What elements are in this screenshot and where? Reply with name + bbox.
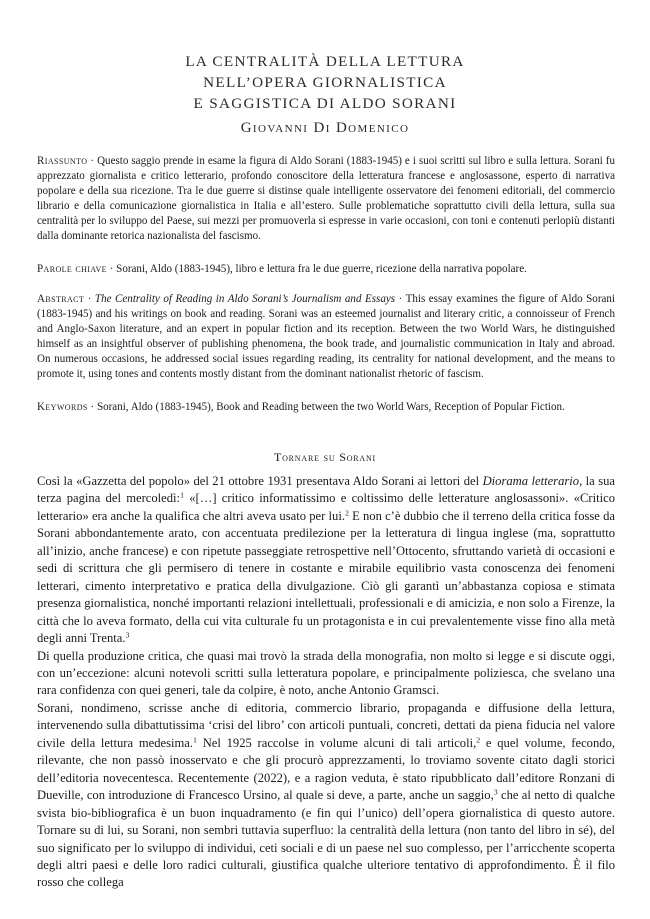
text-run: E non c’è dubbio che il terreno della critica fosse da Sorani abbondantemente arato, con accentuata predilezione per la letteratura di lingua inglese (ma, soprattutto all’inizio, anche francese) e con ripetute passeggiate retrospettive nell’Ottocento, sfruttando varietà di occasioni e sedi di scrittura che gli permisero di tenere in costante e mirabile equilibrio vasta conoscenza dei fenomeni letterari, cimento interpretativo e pratica della divulgazione. Ciò gli garantì un’abbastanza copiosa e stimata presenza giornalistica, nonché importanti relazioni intellettuali, professionali e di amicizia, e non solo a Firenze, la città che lo aveva formato, della cui vita culturale fu un protagonista e in cui prevalentemente visse fino alla metà degli anni Trenta. — [37, 508, 615, 646]
paragraph — [37, 700, 615, 892]
riassunto-block — [37, 154, 615, 245]
parole-chiave-text: Sorani, Aldo (1883-1945), libro e lettura fra le due guerre, ricezione della narrativa popolare. — [116, 263, 527, 275]
abstract-separator: · — [84, 293, 95, 305]
riassunto-separator: · — [87, 155, 98, 167]
title-line: LA CENTRALITÀ DELLA LETTURA — [185, 53, 465, 70]
article-title — [0, 51, 650, 114]
title-line: NELL’OPERA GIORNALISTICA — [203, 74, 447, 91]
abstract-text: · This essay examines the figure of Aldo Sorani (1883-1945) and his writings on book and reading. Sorani was an esteemed journalist and literary critic, a connoisseur of French and Anglo-Saxon literature, and an expert in popular fiction and its reception. Between the two World Wars, he distinguished himself as an insightful observer of publishing phenomena, the book trade, and journalistic communication in Italy and abroad. On numerous occasions, he addressed social issues regarding reading, its centrality for national development, and the means to promote it, using tones and contents mostly distant from the dominant nationalist rhetoric of fascism. — [37, 293, 615, 381]
abstract-title: The Centrality of Reading in Aldo Sorani’s Journalism and Essays — [94, 293, 396, 305]
footnote-ref: 1 — [180, 491, 184, 501]
riassunto-text: Questo saggio prende in esame la figura di Aldo Sorani (1883-1945) e i suoi scritti sul libro e sulla lettura. Sorani fu apprezzato giornalista e critico letterario, profondo conoscitore della letteratura francese e anglosassone, esperto di narrativa popolare e della sua ricezione. Tra le due guerre si distinse quale intelligente osservatore dei fenomeni editoriali, del commercio librario e della comunicazione giornalistica in Italia e all’estero. Sulle problematiche soprattutto civili della lettura, sulla sua centralità per lo sviluppo del Paese, sui mezzi per promuoverla si espresse in varie occasioni, con toni e contenuti perlopiù distanti dalla dominante retorica nazionalista del fascismo. — [37, 155, 616, 243]
text-run: Così la «Gazzetta del popolo» del 21 ottobre 1931 presentava Aldo Sorani ai lettori del — [37, 474, 483, 488]
keywords-line — [37, 400, 615, 415]
footnote-ref: 3 — [493, 787, 498, 797]
text-run: «[…] critico informatissimo e coltissimo delle letterature anglosassoni». «Critico letterario» era anche la qualifica che altri aveva usato per lui. — [37, 491, 615, 523]
author-name: Giovanni Di Domenico — [240, 120, 410, 136]
keywords-block — [37, 400, 615, 415]
abstract-block — [37, 292, 615, 383]
paragraph — [37, 473, 615, 648]
keywords-text: Sorani, Aldo (1883-1945), Book and Reading between the two World Wars, Reception of Popular Fiction. — [96, 401, 565, 413]
footnote-ref: 1 — [193, 735, 197, 745]
paragraph: Di quella produzione critica, che quasi mai trovò la strada della monografia, non molto si legge e si discute oggi, con un’eccezione: alcuni notevoli scritti sulla letteratura popolare, e principalmente poliziesca, che svelano una rara confidenza con quei generi, tale da colpire, è noto, anche Antonio Gramsci. — [37, 648, 615, 698]
text-run: e quel volume, fecondo, rilevante, che non passò inosservato e che gli procurò apprezzamenti, lo troviamo sovente citato dagli storici dell’editoria novecentesca. Recentemente (2022), e a ragion veduta, è stato ripubblicato dall’editore Ronzani di Dueville, con introduzione di Francesco Ursino, al quale si deve, a parte, anche un saggio, — [37, 735, 616, 803]
keywords-separator: · — [87, 401, 97, 413]
text-run: che al netto di qualche svista bio-bibliografica è un buon inquadramento (e fin qui l’unico) dell’opera giornalistica di questo autore. Tornare su di lui, su Sorani, non sembri tuttavia superfluo: la centralità della lettura (non tanto del libro in sé), del suo significato per lo sviluppo di individui, ceti sociali e di un paese nel suo complesso, per l’arricchente scoperta degli altri paesi e delle loro radici culturali, giustifica qualche ulteriore tentativo di approfondimento. È il filo rosso che collega — [37, 788, 615, 890]
text-run: , la sua terza pagina del mercoledì: — [37, 474, 616, 506]
footnote-ref: 3 — [125, 630, 130, 640]
riassunto-label: Riassunto — [37, 155, 88, 167]
parole-chiave-block — [37, 262, 615, 277]
section-title: Tornare su Sorani — [273, 450, 377, 464]
abstract-label: Abstract — [37, 293, 85, 305]
title-line: E SAGGISTICA DI ALDO SORANI — [193, 95, 457, 112]
footnote-ref: 2 — [476, 735, 481, 745]
body-text — [37, 473, 615, 892]
italic-title: Diorama letterario — [482, 474, 580, 488]
parole-chiave-label: Parole chiave — [37, 263, 107, 275]
parole-chiave-separator: · — [106, 263, 117, 275]
footnote-ref: 2 — [344, 508, 349, 518]
text-run: Nel 1925 raccolse in volume alcuni di tali articoli, — [196, 735, 477, 750]
text-run: Sorani, nondimeno, scrisse anche di editoria, commercio librario, propaganda e diffusione della lettura, intervenendo sulla dibattutissima ‘crisi del libro’ con articoli puntuali, concreti, dettati da piena fiducia nel valore civile della lettura medesima. — [37, 700, 615, 750]
keywords-label: Keywords — [37, 401, 88, 413]
